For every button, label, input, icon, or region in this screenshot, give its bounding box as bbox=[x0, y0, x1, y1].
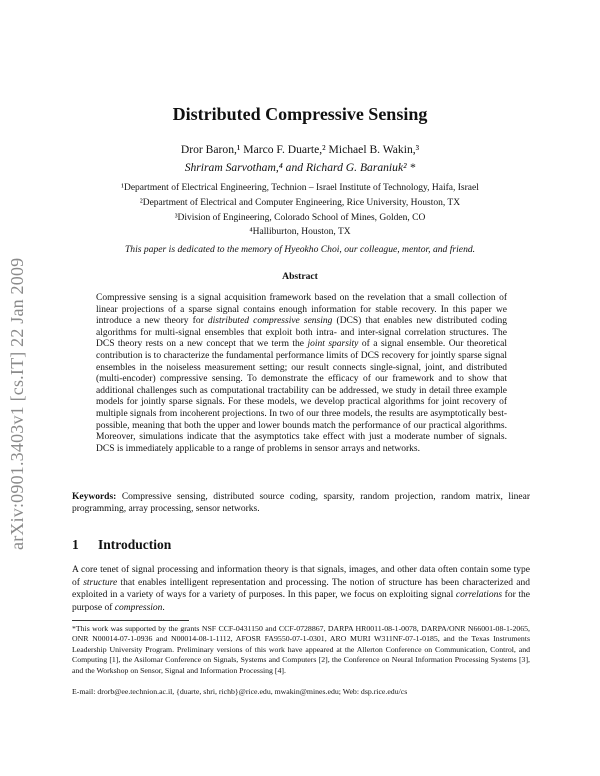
arxiv-identifier: arXiv:0901.3403v1 [cs.IT] 22 Jan 2009 bbox=[7, 257, 27, 550]
affiliation-3: ³Division of Engineering, Colorado School of Mines, Golden, CO bbox=[174, 213, 426, 223]
footnote-divider bbox=[72, 620, 189, 621]
abstract-body: Compressive sensing is a signal acquisition framework based on the revelation that a small collection of linear projections of a sparse signal contains enough information for stable recovery. In this paper we introduce a new theory for distributed compressive sensing (DCS) that enables new distributed coding algorithms for multi-signal ensembles that exploit both intra- and inter-signal correlation structures. The DCS theory rests on a new concept that we term the joint sparsity of a signal ensemble. Our theoretical contribution is to characterize the fundamental performance limits of DCS recovery for jointly sparse signal ensembles in the noiseless measurement setting; our result connects single-signal, joint, and distributed (multi-encoder) compressive sensing. To demonstrate the efficacy of our framework and to show that additional challenges such as computational tractability can be addressed, we study in detail three example models for jointly sparse signals. For these models, we develop practical algorithms for joint recovery of multiple signals from incoherent projections. In two of our three models, the results are asymptotically best-possible, meaning that both the upper and lower bounds match the performance of our practical algorithms. Moreover, simulations indicate that the asymptotics take effect with just a moderate number of signals. DCS is immediately applicable to a range of problems in sensor arrays and networks. bbox=[96, 293, 507, 454]
abstract-emphasis: joint sparsity bbox=[307, 339, 359, 350]
keywords: Keywords: Compressive sensing, distributed source coding, sparsity, random projection, random matrix, linear programming, array processing, sensor networks. bbox=[72, 492, 530, 515]
paper-title: Distributed Compressive Sensing bbox=[172, 104, 428, 124]
section-number: 1 bbox=[72, 537, 79, 552]
affiliation-1: ¹Department of Electrical Engineering, Technion – Israel Institute of Technology, Haifa, Israel bbox=[121, 183, 479, 193]
dedication: This paper is dedicated to the memory of Hyeokho Choi, our colleague, mentor, and friend. bbox=[124, 244, 476, 255]
abstract-emphasis: distributed compressive sensing bbox=[207, 316, 333, 327]
introduction-paragraph: A core tenet of signal processing and information theory is that signals, images, and other data often contain some type of structure that enables intelligent representation and processing. The notion of structure has been characterized and exploited in a variety of ways for a variety of purposes. In this paper, we focus on exploiting signal correlations for the purpose of compression. bbox=[72, 565, 530, 613]
abstract-heading: Abstract bbox=[282, 271, 318, 282]
affiliation-4: ⁴Halliburton, Houston, TX bbox=[249, 227, 351, 237]
authors-line-2: Shriram Sarvotham,⁴ and Richard G. Baraniuk² * bbox=[184, 161, 416, 174]
footnote-email: E-mail: drorb@ee.technion.ac.il, {duarte, shri, richb}@rice.edu, mwakin@mines.edu; Web: dsp.rice.edu/cs bbox=[72, 687, 408, 696]
section-heading bbox=[72, 537, 171, 553]
keywords-label: Keywords: bbox=[72, 492, 117, 502]
affiliation-2: ²Department of Electrical and Computer Engineering, Rice University, Houston, TX bbox=[139, 198, 461, 208]
section-title: Introduction bbox=[98, 537, 172, 552]
authors-line-1: Dror Baron,¹ Marco F. Duarte,² Michael B. Wakin,³ bbox=[180, 143, 420, 156]
footnote-funding: *This work was supported by the grants NSF CCF-0431150 and CCF-0728867, DARPA HR0011-08-1-0078, DARPA/ONR N66001-08-1-2065, ONR N00014-07-1-0936 and N00014-08-1-1112, AFOSR FA9550-07-1-0301, ARO MURI W311NF-07-1-0185, and the Texas Instruments Leadership University Program. Preliminary versions of this work have appeared at the Allerton Conference on Communication, Control, and Computing [1], the Asilomar Conference on Signals, Systems and Computers [2], the Conference on Neural Information Processing Systems [3], and the Workshop on Sensor, Signal and Information Processing [4]. bbox=[72, 624, 530, 675]
